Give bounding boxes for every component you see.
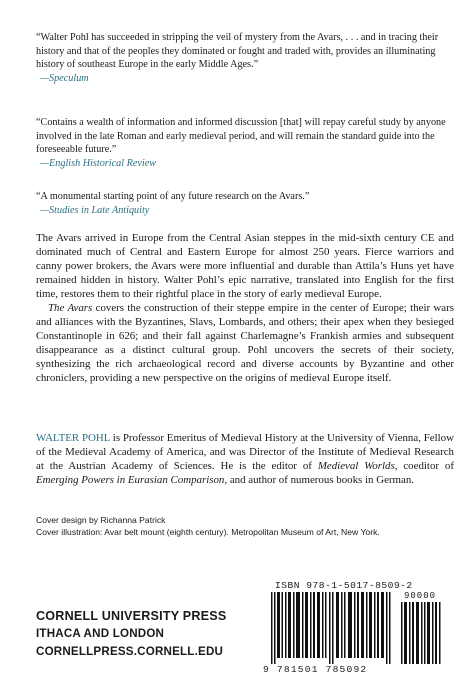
author-bio-paragraph (36, 431, 454, 487)
isbn-label: ISBN 978-1-5017-8509-2 (275, 580, 413, 591)
bio-text: , and author of numerous books in German. (224, 474, 415, 486)
cover-illustration-credit: Cover illustration: Avar belt mount (eighth century). Metropolitan Museum of Art, New York. (36, 527, 380, 537)
review-quote-speculum (36, 31, 446, 85)
cover-credits (36, 514, 446, 538)
quote-attribution: —English Historical Review (40, 157, 157, 169)
bio-text: , coeditor of (394, 460, 454, 472)
review-quote-english-historical-review (36, 116, 446, 170)
publisher-name: CORNELL UNIVERSITY PRESS (36, 609, 227, 623)
review-quote-studies-late-antiquity (36, 190, 446, 217)
description-paragraph-2-text: covers the construction of their steppe empire in the center of Europe; their wars and alliances with the Byzantines, Slavs, Lombards, and others; their apex when they besieged Constantinople in 626; and their fall against Charlemagne’s Frankish armies and subsequent disappearance as a distinct cultural group. Pohl uncovers the secrets of their society, synthesizing the rich archaeological record and diverse accounts by Byzantine and other chroniclers, providing a new perspective on the origins of medieval Europe itself. (36, 302, 454, 384)
publisher-block (36, 607, 226, 661)
quote-attribution: —Speculum (40, 72, 89, 84)
quote-attribution: —Studies in Late Antiquity (40, 204, 150, 216)
cover-design-credit: Cover design by Richanna Patrick (36, 515, 166, 525)
ean-barcode-icon (271, 592, 393, 664)
quote-text: “Walter Pohl has succeeded in stripping the veil of mystery from the Avars, . . . and in tracing their history and that of the peoples they dominated or fought and traded with, provides an illuminating history of southeast Europe in the early Middle Ages.” (36, 32, 439, 71)
book-title: The Avars (48, 302, 93, 314)
publisher-location: ITHACA AND LONDON (36, 627, 165, 640)
bio-book-title: Medieval Worlds (317, 460, 395, 472)
barcode-digits: 9 781501 785092 (263, 664, 368, 675)
author-name: WALTER POHL (36, 432, 110, 444)
isbn-barcode (261, 578, 448, 680)
quote-text: “A monumental starting point of any future research on the Avars.” (36, 191, 310, 202)
book-description (36, 231, 454, 385)
price-code: 90000 (404, 591, 437, 601)
bio-text: is Professor Emeritus of Medieval History at the University of Vienna, Fellow of the Medieval Academy of America, and was Director of the Institute of Medieval Research at the Austrian Academy of Sciences. He is the editor of (36, 432, 454, 472)
quote-text: “Contains a wealth of information and informed discussion [that] will repay careful study by anyone involved in the late Roman and early medieval period, and will remain the standard guide into the foreseeable future.” (36, 117, 446, 156)
bio-book-title: Emerging Powers in Eurasian Comparison (36, 474, 225, 486)
author-bio (36, 431, 454, 487)
publisher-website: CORNELLPRESS.CORNELL.EDU (36, 645, 224, 658)
description-paragraph-2 (36, 301, 454, 385)
price-addon-barcode-icon (401, 602, 441, 664)
description-paragraph-1: The Avars arrived in Europe from the Central Asian steppes in the mid-sixth century CE and dominated much of Central and Eastern Europe for almost 250 years. Fierce warriors and canny power brokers, the Avars were more influential and durable than Attila’s Huns yet have remained hidden in history. Walter Pohl’s epic narrative, translated into English for the first time, restores them to their rightful place in the story of early medieval Europe. (36, 232, 454, 300)
